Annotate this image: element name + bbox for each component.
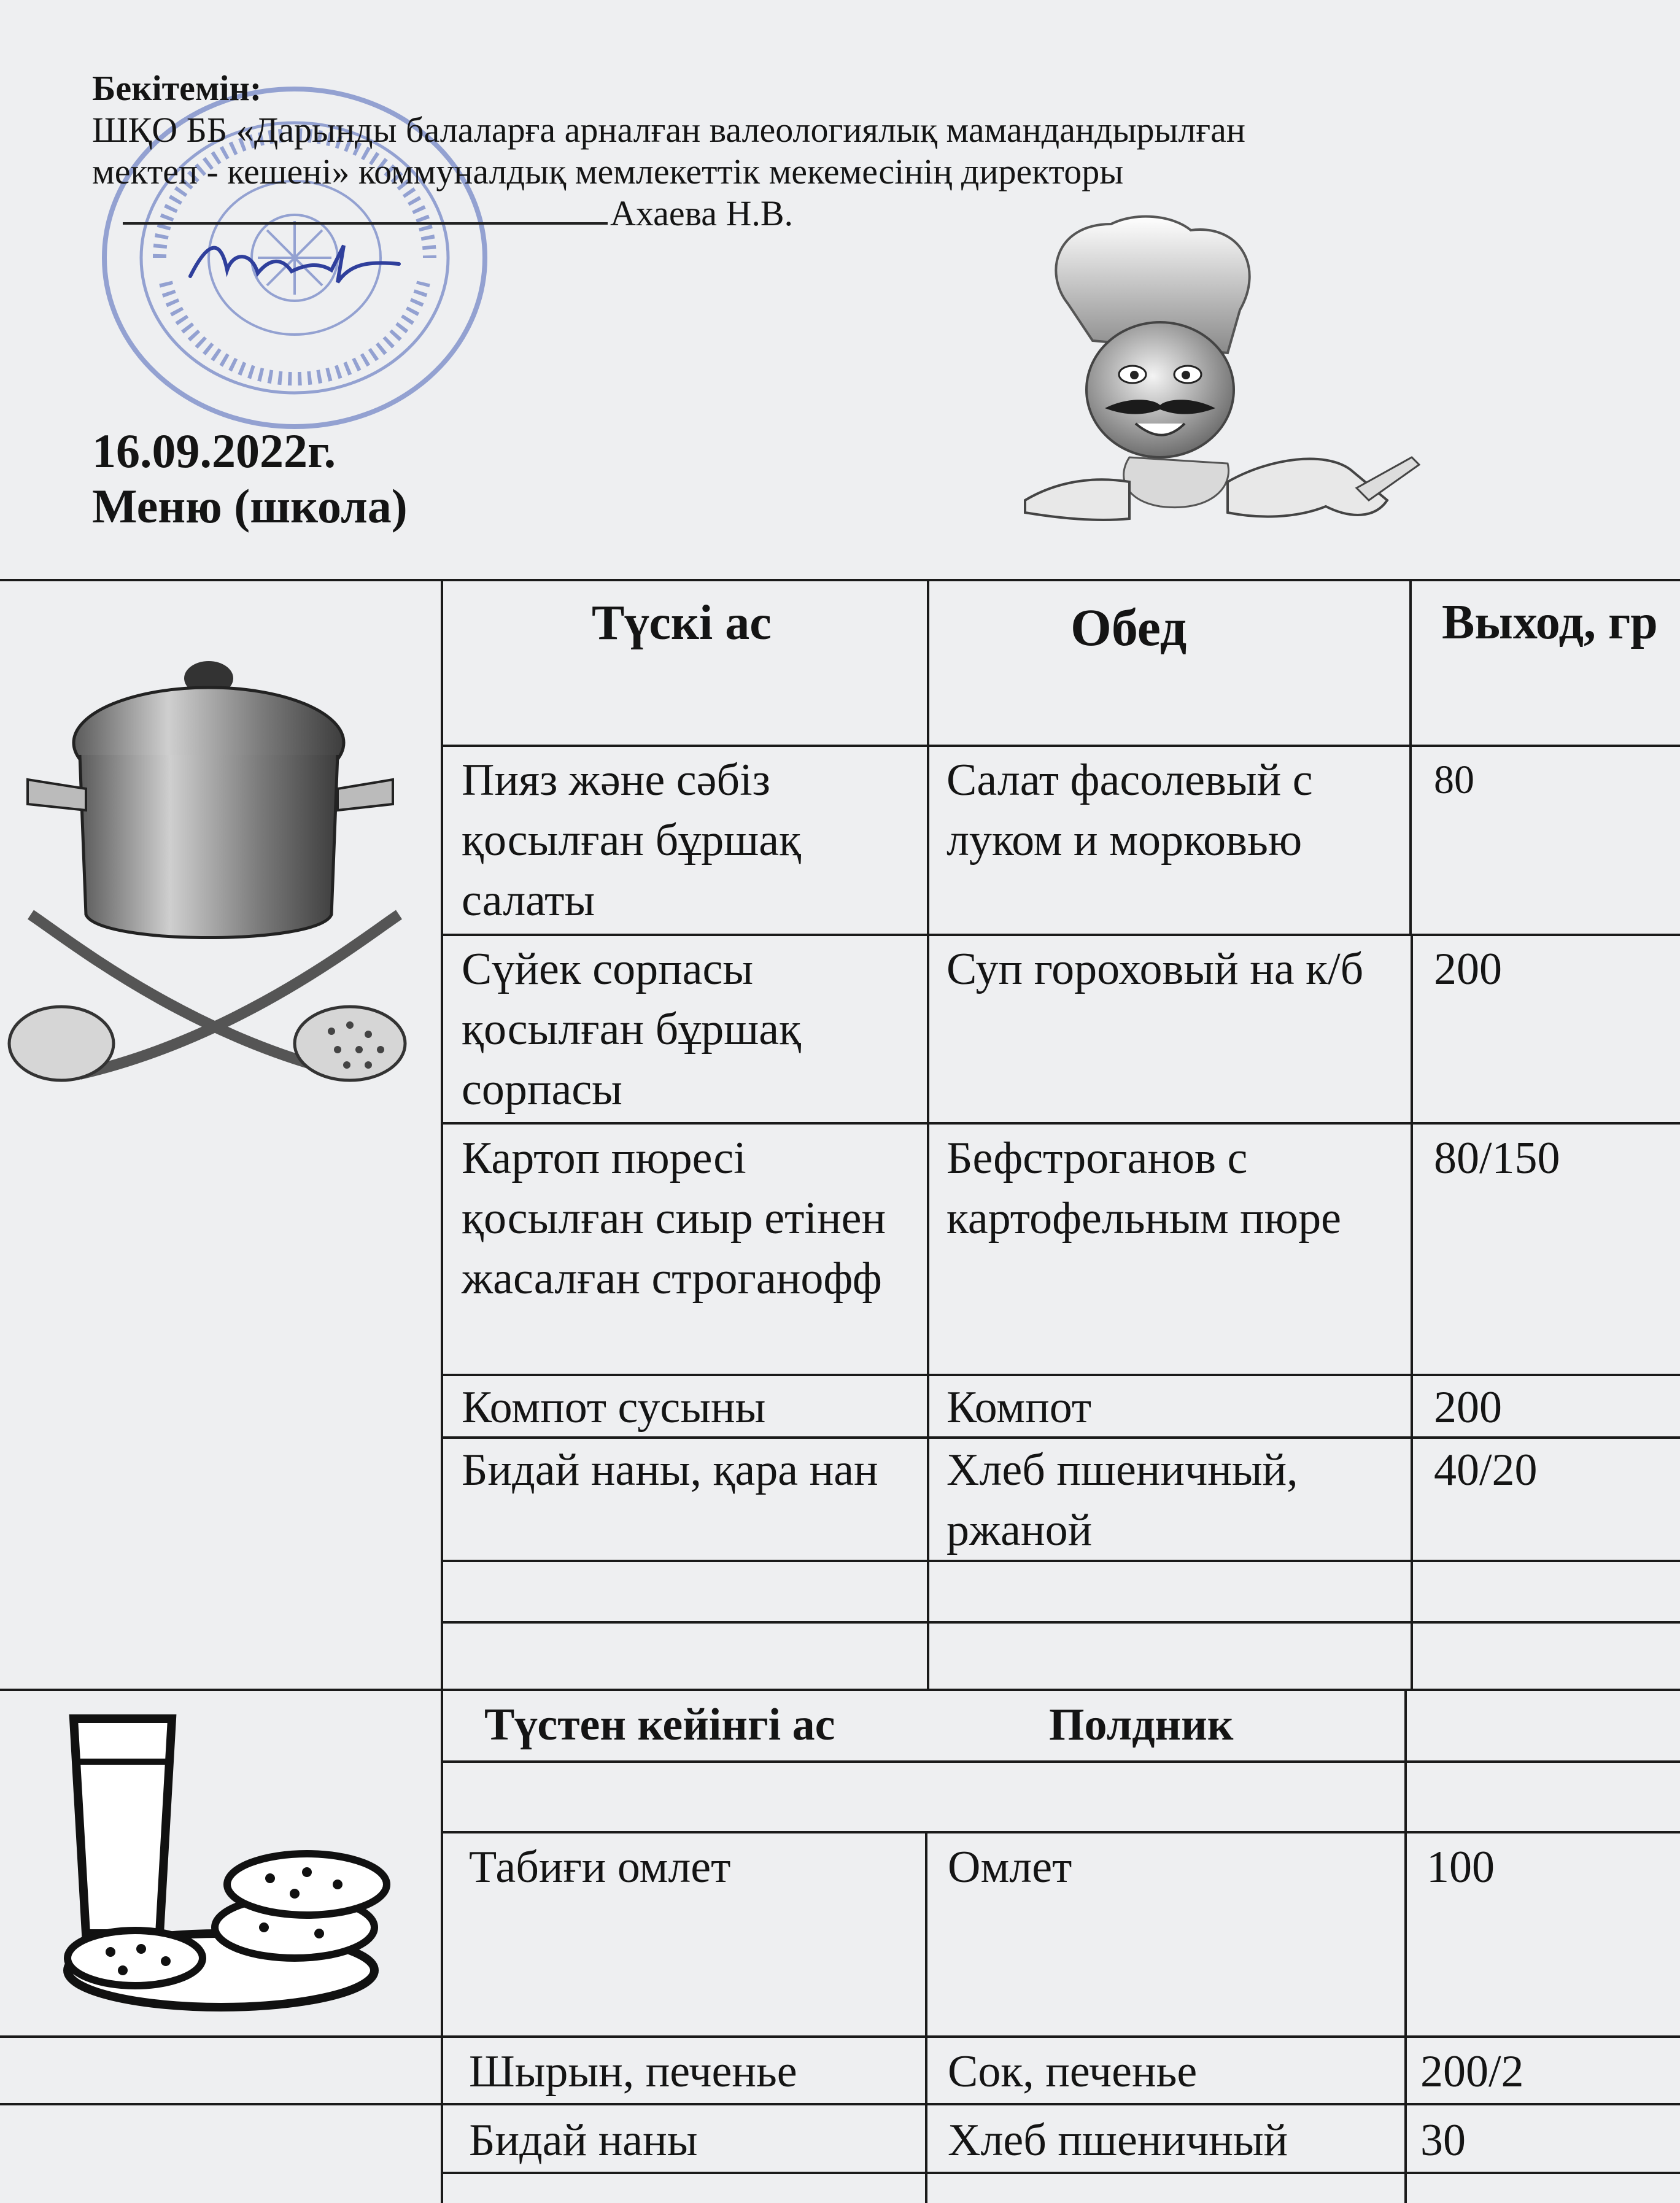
approval-organization-line2: мектеп - кешені» коммуналдық мемлекеттік мекемесінің директоры (92, 152, 1124, 192)
lunch-ru-1: Салат фасолевый с луком и морковью (946, 755, 1313, 865)
header-ru: Обед (1070, 598, 1187, 657)
snack-ru-3: Хлеб пшеничный (948, 2115, 1288, 2166)
lunch-ru-2: Суп гороховый на к/б (946, 944, 1364, 994)
director-name: Ахаева Н.В. (610, 193, 794, 233)
lunch-ru-3: Бефстроганов с картофельным пюре (946, 1133, 1341, 1244)
lunch-out-5: 40/20 (1434, 1445, 1538, 1495)
snack-kz-1: Табиғи омлет (469, 1842, 731, 1892)
approval-block (92, 68, 1663, 234)
date-block (92, 424, 408, 534)
milk-and-cookies-illustration (61, 1706, 393, 2013)
lunch-ru-5: Хлеб пшеничный, ржаной (946, 1445, 1298, 1555)
snack-kz-2: Шырын, печенье (469, 2046, 797, 2097)
menu-date: 16.09.2022г. (92, 424, 336, 478)
lunch-out-3: 80/150 (1434, 1133, 1560, 1183)
header-kz: Түскі ас (592, 596, 772, 650)
lunch-kz-3: Картоп пюресі қосылған сиыр етінен жасалған строганофф (462, 1133, 886, 1304)
lunch-kz-1: Пияз және сәбіз қосылған бұршақ салаты (462, 755, 802, 926)
snack-out-1: 100 (1426, 1842, 1495, 1892)
lunch-out-1: 80 (1434, 757, 1474, 802)
approval-organization-line1: ШҚО ББ «Дарынды балаларға арналған валеологиялық мамандандырылған (92, 110, 1245, 150)
snack-kz-3: Бидай наны (469, 2115, 698, 2166)
menu-title: Меню (школа) (92, 479, 408, 533)
lunch-out-2: 200 (1434, 944, 1502, 994)
snack-header-ru: Полдник (1049, 1700, 1234, 1750)
signature-underline (123, 222, 608, 225)
lunch-ru-4: Компот (946, 1382, 1092, 1433)
snack-out-2: 200/2 (1420, 2046, 1524, 2097)
snack-out-3: 30 (1420, 2115, 1466, 2166)
lunch-kz-5: Бидай наны, қара нан (462, 1445, 878, 1495)
lunch-kz-4: Компот сусыны (462, 1382, 766, 1433)
lunch-kz-2: Сүйек сорпасы қосылған бұршақ сорпасы (462, 944, 802, 1115)
pot-and-ladles-illustration (6, 657, 424, 1111)
chef-illustration (1007, 212, 1436, 540)
director-signature (184, 227, 405, 295)
header-output: Выход, гр (1442, 595, 1658, 649)
approval-heading: Бекітемін: (92, 68, 262, 108)
snack-ru-2: Сок, печенье (948, 2046, 1198, 2097)
snack-ru-1: Омлет (948, 1842, 1072, 1892)
snack-header-kz: Түстен кейінгі ас (484, 1700, 835, 1750)
lunch-out-4: 200 (1434, 1382, 1502, 1433)
